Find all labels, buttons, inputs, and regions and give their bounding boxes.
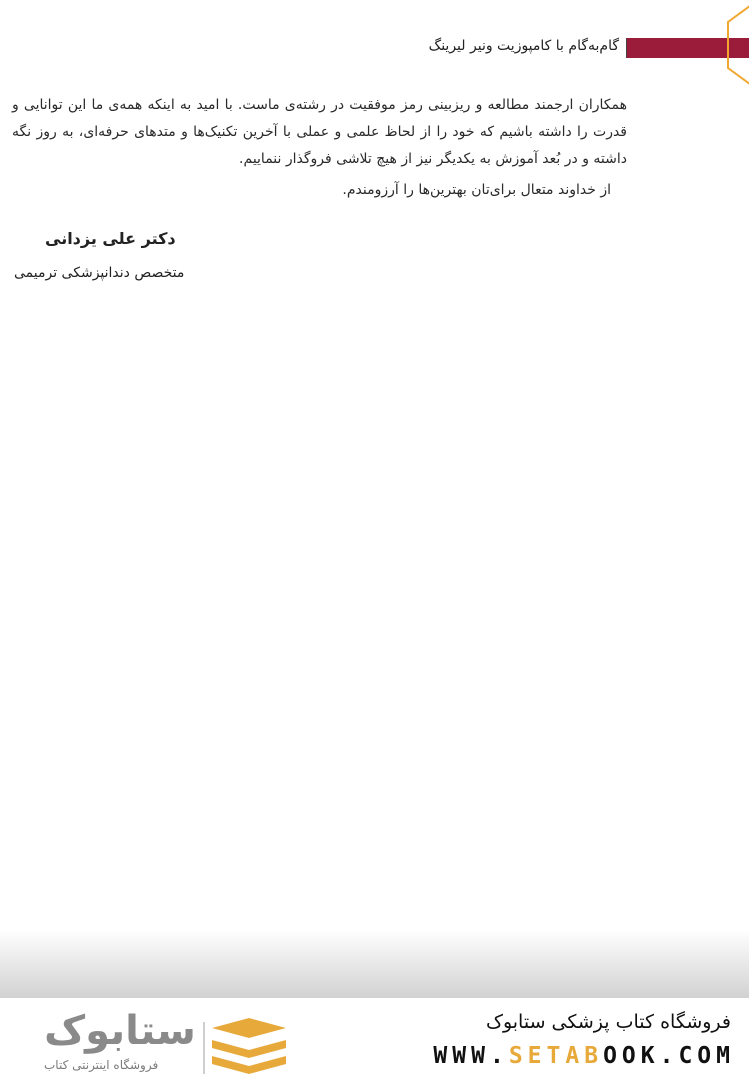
url-prefix: WWW. [433, 1043, 509, 1069]
logo-wordmark: ستابوک [44, 1008, 196, 1054]
author-name: دکتر علی یزدانی [45, 229, 176, 248]
preface-paragraph: همکاران ارجمند مطالعه و ریزبینی رمز موفقیت در رشته‌ی ماست. با امید به اینکه همه‌ی ما این توانایی و قدرت را داشته باشیم که خود را از لحاظ علمی و عملی با آخرین تکنیک‌ها و متدهای حرفه‌ای، به روز نگه داشته و در بُعد آموزش به یکدیگر نیز از هیچ تلاشی فروگذار ننماییم. [12, 97, 627, 167]
url-highlight: SETAB [508, 1043, 604, 1069]
store-url[interactable] [433, 1043, 735, 1069]
preface-body [12, 92, 627, 204]
url-suffix: OOK.COM [603, 1043, 735, 1069]
footer-shadow [0, 930, 749, 1000]
author-title: متخصص دندانپزشکی ترمیمی [14, 265, 185, 281]
store-name: فروشگاه کتاب پزشکی ستابوک [485, 1011, 731, 1033]
running-header-title: گام‌به‌گام با کامپوزیت ونیر لیرینگ [428, 38, 619, 54]
book-stack-icon [210, 1018, 288, 1076]
preface-closing: از خداوند متعال برای‌تان بهترین‌ها را آرزومندم. [342, 182, 611, 198]
logo-divider [203, 1022, 205, 1074]
logo-subtitle: فروشگاه اینترنتی کتاب [44, 1058, 159, 1072]
hexagon-decoration-icon [718, 0, 749, 90]
